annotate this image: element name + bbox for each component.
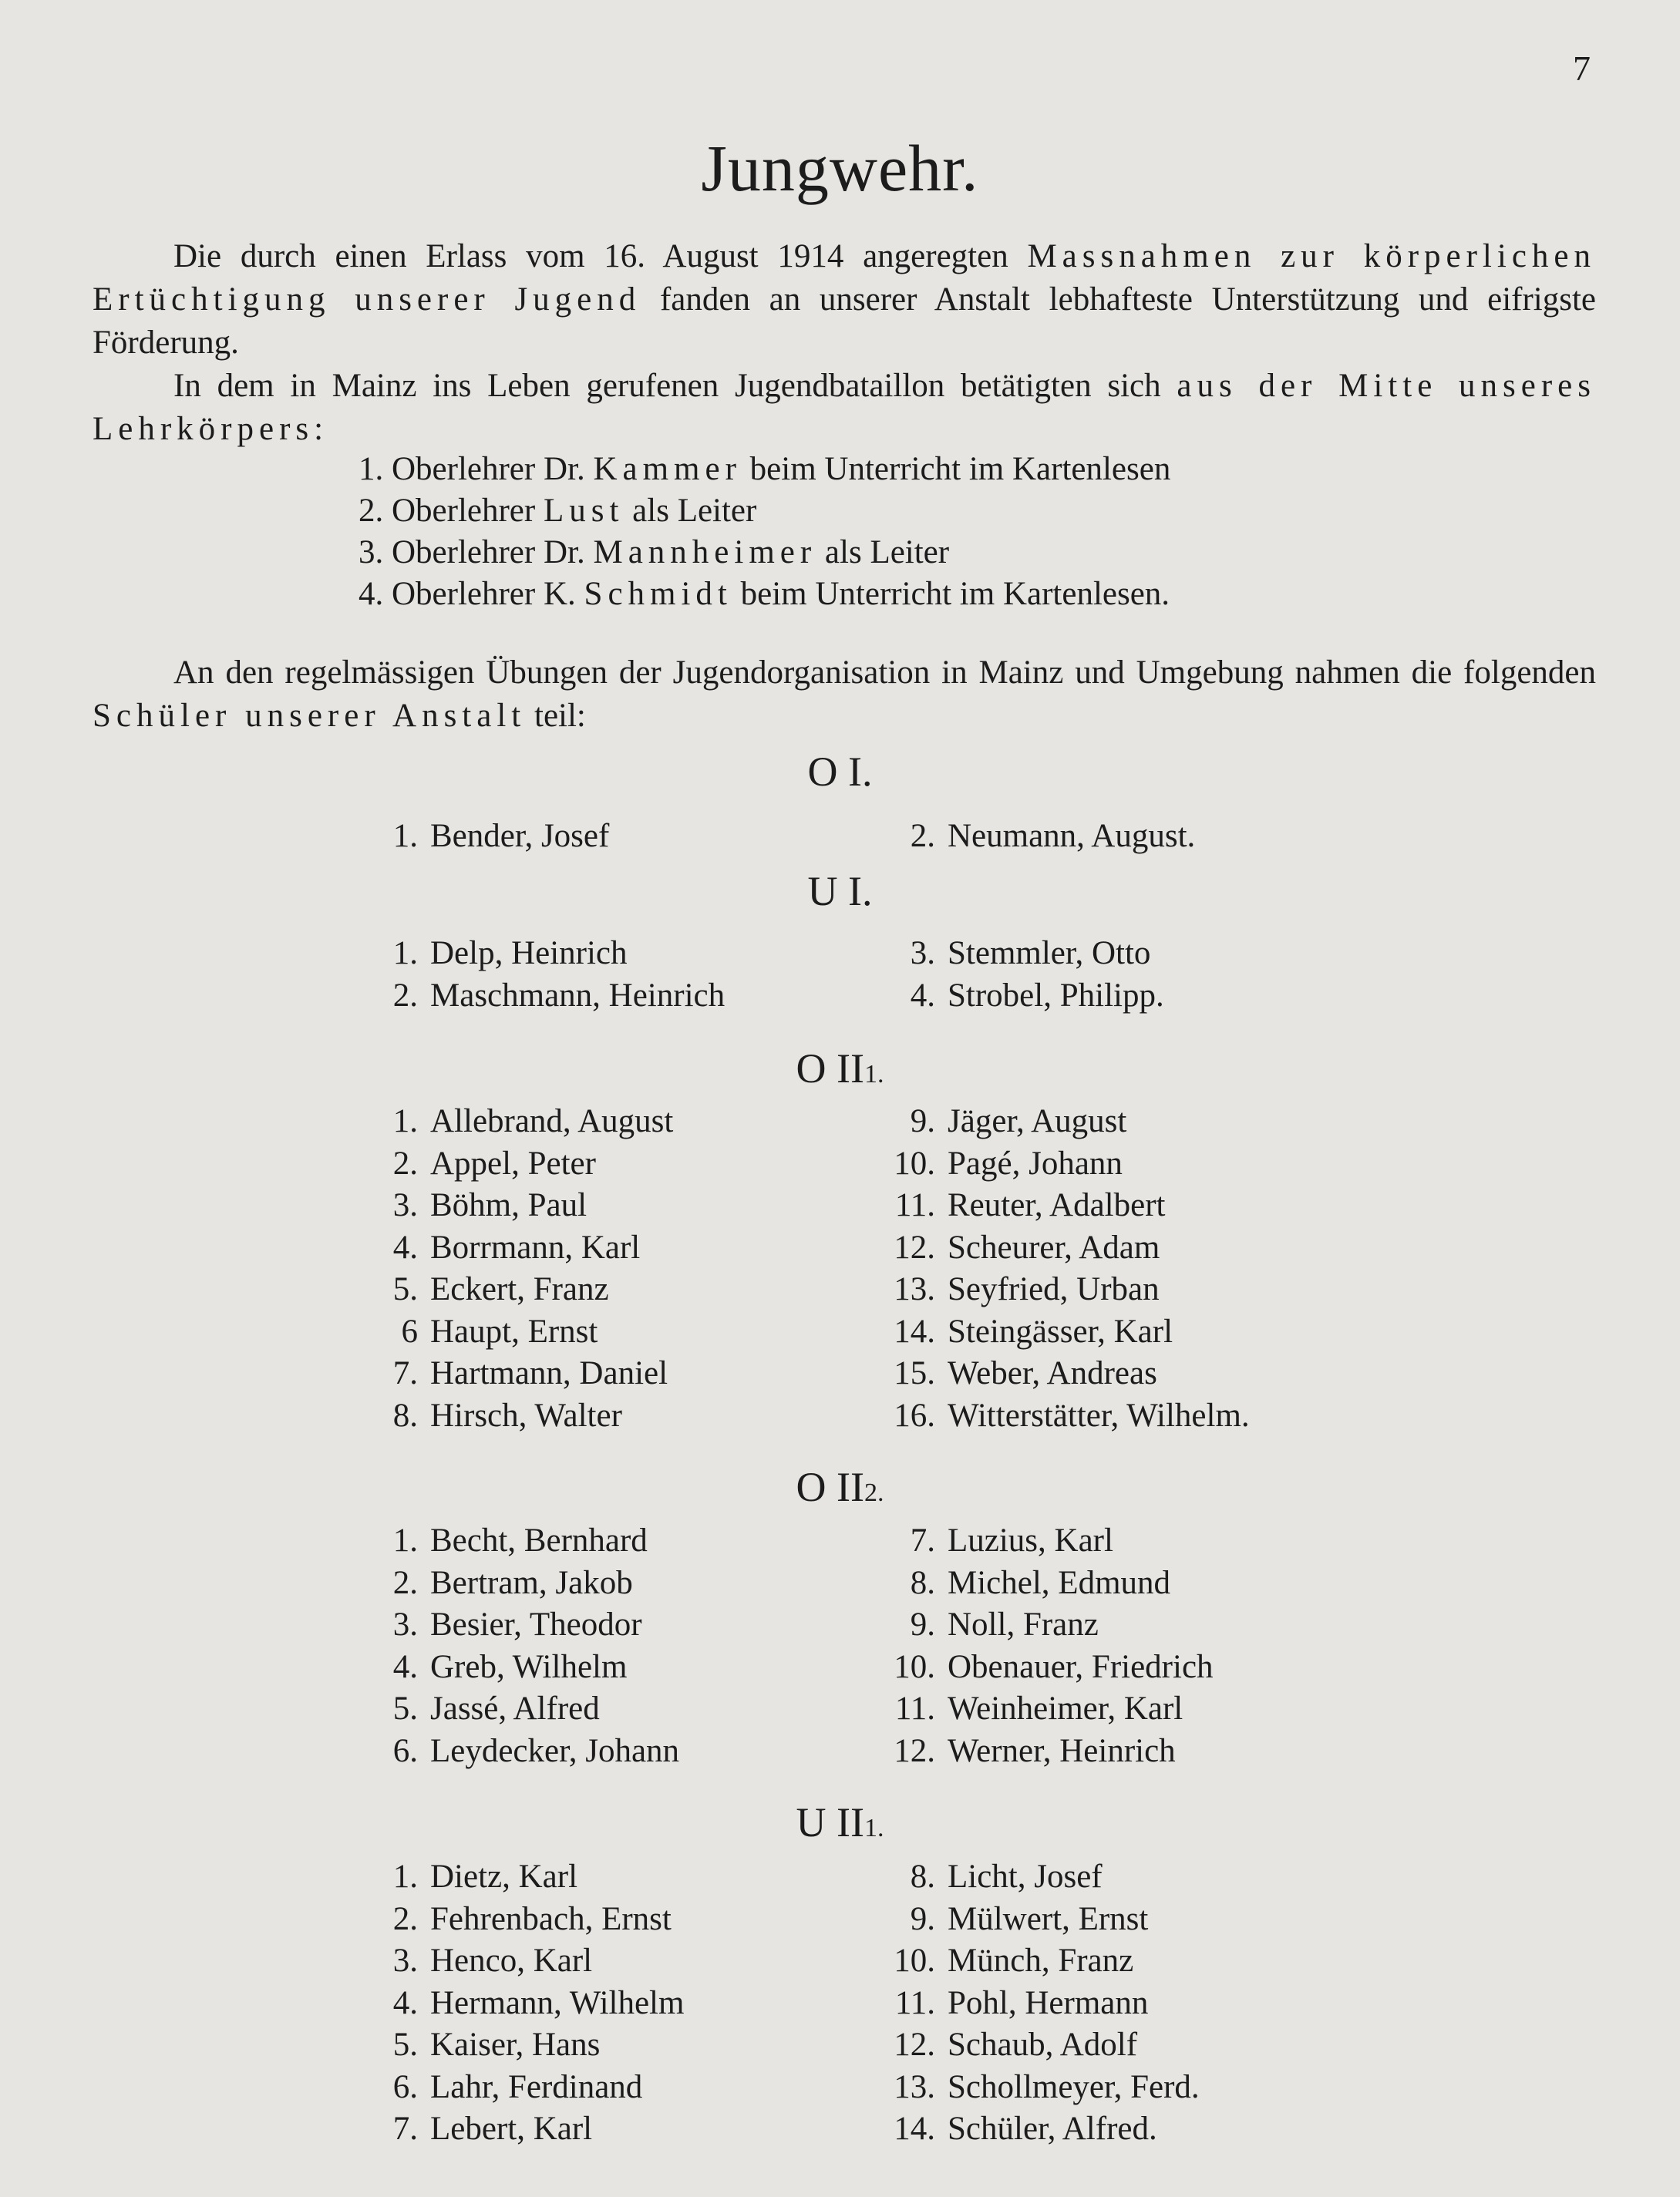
teacher-role: als Leiter [624, 493, 757, 529]
list-item [872, 816, 1195, 858]
list-item [370, 2108, 684, 2151]
item-number: 9. [910, 1607, 935, 1643]
teacher-name: Kammer [593, 451, 742, 487]
student-name: Weinheimer, Karl [948, 1691, 1183, 1727]
student-name: Hermann, Wilhelm [430, 1984, 685, 2021]
item-number: 3. [392, 1187, 418, 1223]
student-name: Haupt, Ernst [430, 1313, 598, 1350]
teacher-name: Lust [543, 493, 625, 529]
student-name: Eckert, Franz [430, 1271, 609, 1307]
item-number: 5. [392, 2027, 418, 2063]
student-name: Jäger, August [948, 1103, 1127, 1139]
student-name: Mülwert, Ernst [948, 1900, 1149, 1937]
student-column-right [872, 816, 1195, 858]
student-name: Hartmann, Daniel [430, 1355, 668, 1391]
student-column-right [872, 1101, 1250, 1437]
class-heading [0, 1463, 1680, 1511]
students-intro: An den regelmässigen Übungen der Jugendorganisation in Mainz und Umgebung nahmen die folgenden Schüler unserer Anstalt teil: [93, 654, 1596, 734]
list-item [872, 1563, 1214, 1605]
list-item [370, 1604, 679, 1647]
student-name: Pagé, Johann [948, 1145, 1123, 1182]
student-name: Böhm, Paul [430, 1187, 587, 1223]
class-name: O I. [807, 749, 873, 795]
item-number: 7. [910, 1522, 935, 1559]
student-name: Dietz, Karl [430, 1859, 578, 1895]
list-item [872, 975, 1164, 1018]
item-number: 15. [894, 1355, 935, 1391]
item-number: 3. [392, 1943, 418, 1979]
class-heading [0, 1045, 1680, 1092]
intro-text [93, 235, 1596, 451]
student-name: Münch, Franz [948, 1943, 1134, 1979]
list-item [370, 1185, 673, 1227]
student-name: Schollmeyer, Ferd. [948, 2068, 1200, 2105]
student-name: Werner, Heinrich [948, 1732, 1176, 1769]
item-number: 1. [392, 1103, 418, 1139]
list-item [872, 1983, 1200, 2025]
item-number: 10. [894, 1648, 935, 1685]
item-number: 10. [894, 1145, 935, 1182]
student-name: Pohl, Hermann [948, 1984, 1149, 2021]
item-number: 2. [392, 977, 418, 1014]
student-name: Weber, Andreas [948, 1355, 1157, 1391]
list-item [370, 1520, 679, 1563]
item-number: 1. [392, 935, 418, 971]
item-number: 11. [894, 1984, 935, 2021]
list-item [872, 1940, 1200, 1983]
item-number: 7. [392, 1355, 418, 1391]
student-name: Jassé, Alfred [430, 1691, 600, 1727]
student-column-left [370, 933, 725, 1017]
list-item [872, 1731, 1214, 1773]
item-number: 12. [894, 1732, 935, 1769]
student-column-left [370, 816, 609, 858]
student-name: Lebert, Karl [430, 2111, 593, 2147]
student-column-right [872, 933, 1164, 1017]
student-name: Scheurer, Adam [948, 1229, 1160, 1266]
item-number: 5. [392, 1271, 418, 1307]
item-number: 2. [392, 1900, 418, 1937]
teacher-item [359, 532, 1170, 574]
intro-paragraph-2: In dem in Mainz ins Leben gerufenen Jugendbataillon betätigten sich aus der Mitte unseres Lehrkörpers: [93, 368, 1597, 447]
item-number: 12. [894, 1229, 935, 1266]
item-number: 6. [392, 1732, 418, 1769]
list-item [370, 1227, 673, 1270]
list-item [370, 1395, 673, 1438]
list-item [872, 1311, 1250, 1354]
student-name: Becht, Bernhard [430, 1522, 648, 1559]
item-number: 6 [401, 1313, 418, 1350]
class-heading [0, 748, 1680, 796]
item-number: 4. [910, 977, 935, 1014]
student-name: Reuter, Adalbert [948, 1187, 1166, 1223]
teacher-item [359, 449, 1170, 490]
student-name: Appel, Peter [430, 1145, 596, 1182]
student-name: Allebrand, August [430, 1103, 674, 1139]
student-name: Besier, Theodor [430, 1607, 642, 1643]
page-number: 7 [1573, 49, 1591, 88]
student-name: Witterstätter, Wilhelm. [948, 1397, 1250, 1434]
class-subscript: 2. [864, 1479, 884, 1507]
teacher-role: beim Unterricht im Kartenlesen [741, 451, 1171, 487]
class-subscript: 1. [864, 1814, 884, 1842]
student-column-left [370, 1101, 673, 1437]
list-item [370, 1563, 679, 1605]
list-item [370, 1269, 673, 1311]
class-name: O II [796, 1045, 864, 1092]
item-number: 7. [392, 2111, 418, 2147]
student-name: Fehrenbach, Ernst [430, 1900, 672, 1937]
student-name: Bertram, Jakob [430, 1564, 633, 1601]
item-number: 5. [392, 1691, 418, 1727]
list-item [872, 1899, 1200, 1941]
student-name: Neumann, August. [948, 818, 1196, 854]
class-heading [0, 1798, 1680, 1846]
item-number: 4. [392, 1229, 418, 1266]
list-item [370, 1688, 679, 1731]
student-name: Henco, Karl [430, 1943, 593, 1979]
student-name: Luzius, Karl [948, 1522, 1113, 1559]
class-heading [0, 867, 1680, 915]
student-name: Michel, Edmund [948, 1564, 1171, 1601]
item-number: 14. [894, 1313, 935, 1350]
student-name: Delp, Heinrich [430, 935, 628, 971]
student-name: Maschmann, Heinrich [430, 977, 726, 1014]
item-number: 1. [392, 1859, 418, 1895]
class-name: U II [796, 1799, 864, 1845]
student-name: Bender, Josef [430, 818, 610, 854]
student-name: Licht, Josef [948, 1859, 1103, 1895]
teacher-item [359, 574, 1170, 615]
item-number: 1. [359, 451, 392, 487]
list-item [872, 1688, 1214, 1731]
list-item [872, 1101, 1250, 1143]
student-name: Stemmler, Otto [948, 935, 1151, 971]
list-item [370, 1143, 673, 1186]
class-subscript: 1. [864, 1060, 884, 1088]
teacher-item [359, 490, 1170, 532]
item-number: 13. [894, 1271, 935, 1307]
student-name: Schüler, Alfred. [948, 2111, 1157, 2147]
teacher-list [359, 449, 1170, 615]
item-number: 1. [392, 1522, 418, 1559]
item-number: 12. [894, 2027, 935, 2063]
list-item [370, 1353, 673, 1395]
list-item [370, 1940, 684, 1983]
student-name: Kaiser, Hans [430, 2027, 601, 2063]
list-item [370, 1647, 679, 1689]
item-number: 2. [910, 818, 935, 854]
list-item [872, 1269, 1250, 1311]
teacher-role: beim Unterricht im Kartenlesen. [732, 576, 1170, 612]
list-item [872, 1185, 1250, 1227]
student-name: Hirsch, Walter [430, 1397, 622, 1434]
list-item [370, 1899, 684, 1941]
list-item [370, 1856, 684, 1899]
item-number: 8. [392, 1397, 418, 1434]
student-name: Borrmann, Karl [430, 1229, 641, 1266]
student-name: Seyfried, Urban [948, 1271, 1160, 1307]
list-item [872, 1143, 1250, 1186]
teacher-role: als Leiter [816, 534, 950, 570]
list-item [370, 816, 609, 858]
list-item [872, 1520, 1214, 1563]
list-item [370, 2024, 684, 2067]
list-item [872, 1604, 1214, 1647]
item-number: 4. [359, 576, 392, 612]
student-name: Greb, Wilhelm [430, 1648, 628, 1685]
item-number: 3. [392, 1607, 418, 1643]
item-number: 13. [894, 2068, 935, 2105]
item-number: 6. [392, 2068, 418, 2105]
teacher-name: Schmidt [584, 576, 732, 612]
item-number: 8. [910, 1564, 935, 1601]
teacher-title: Oberlehrer Dr. [392, 451, 594, 487]
list-item [872, 1395, 1250, 1438]
student-column-right [872, 1856, 1200, 2151]
list-item [872, 2108, 1200, 2151]
item-number: 4. [392, 1984, 418, 2021]
item-number: 2. [392, 1564, 418, 1601]
list-item [370, 975, 725, 1018]
teacher-title: Oberlehrer Dr. [392, 534, 594, 570]
student-column-left [370, 1856, 684, 2151]
item-number: 3. [910, 935, 935, 971]
list-item [872, 933, 1164, 975]
student-name: Strobel, Philipp. [948, 977, 1164, 1014]
class-name: O II [796, 1464, 864, 1510]
item-number: 16. [894, 1397, 935, 1434]
list-item [872, 2024, 1200, 2067]
list-item [370, 1731, 679, 1773]
list-item [370, 2067, 684, 2109]
item-number: 3. [359, 534, 392, 570]
item-number: 11. [894, 1187, 935, 1223]
student-name: Leydecker, Johann [430, 1732, 680, 1769]
student-name: Steingässer, Karl [948, 1313, 1173, 1350]
list-item [872, 1856, 1200, 1899]
teacher-name: Mannheimer [593, 534, 817, 570]
teacher-title: Oberlehrer [392, 493, 544, 529]
item-number: 9. [910, 1103, 935, 1139]
list-item [370, 933, 725, 975]
item-number: 2. [359, 493, 392, 529]
teacher-title: Oberlehrer K. [392, 576, 584, 612]
list-item [872, 1227, 1250, 1270]
list-item [370, 1311, 673, 1354]
item-number: 4. [392, 1648, 418, 1685]
list-item [872, 2067, 1200, 2109]
intro-paragraph-1: Die durch einen Erlass vom 16. August 1914 angeregten Massnahmen zur körperlichen Ertüchtigung unserer Jugend fanden an unserer Anstalt lebhafteste Unterstützung und eifrigste Förderung. [93, 238, 1596, 361]
student-name: Noll, Franz [948, 1607, 1099, 1643]
student-column-left [370, 1520, 679, 1772]
student-name: Schaub, Adolf [948, 2027, 1138, 2063]
class-name: U I. [807, 868, 873, 914]
student-name: Lahr, Ferdinand [430, 2068, 643, 2105]
item-number: 1. [392, 818, 418, 854]
student-column-right [872, 1520, 1214, 1772]
item-number: 11. [894, 1691, 935, 1727]
item-number: 8. [910, 1859, 935, 1895]
student-name: Obenauer, Friedrich [948, 1648, 1214, 1685]
item-number: 9. [910, 1900, 935, 1937]
list-item [370, 1101, 673, 1143]
item-number: 10. [894, 1943, 935, 1979]
list-item [872, 1353, 1250, 1395]
item-number: 14. [894, 2111, 935, 2147]
list-item [872, 1647, 1214, 1689]
item-number: 2. [392, 1145, 418, 1182]
page-title: Jungwehr. [701, 131, 979, 205]
list-item [370, 1983, 684, 2025]
